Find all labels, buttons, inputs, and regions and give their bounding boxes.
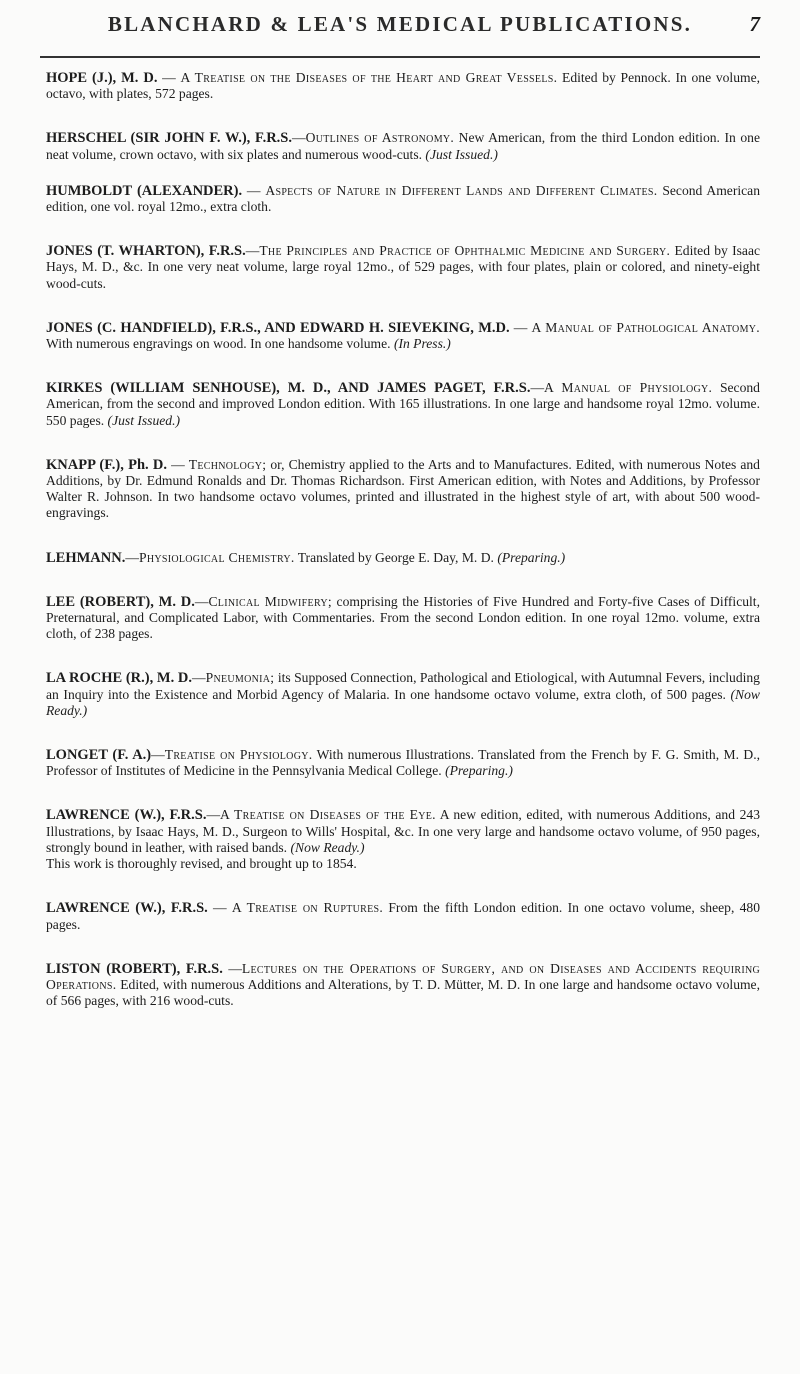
- entry-description: Edited by Pennock. In one volume, octavo, with plates, 572 pages.: [46, 70, 761, 102]
- entry-description: comprising the Histories of Five Hundred and Forty-five Cases of Difficult, Preternatural, and Complicated Labor, with Commentaries. From the second London edition. In one royal 12mo. volume, extra cloth, of 238 pages.: [46, 593, 760, 642]
- entry-description: Second American, from the second and improved London edition. With 165 illustrations. In one large and handsome royal 12mo. volume. 550 pages.: [46, 380, 760, 428]
- entry-description: With numerous engravings on wood. In one handsome volume.: [46, 336, 391, 352]
- entry-author: LAWRENCE (W.), F.R.S.: [46, 807, 207, 824]
- entry-status: (Now Ready.): [46, 686, 760, 718]
- header-rule: [40, 56, 760, 58]
- catalogue-entry-la-roche: LA ROCHE (R.), M. D.—Pneumonia; its Supposed Connection, Pathological and Etiological, with Autumnal Fevers, including an Inquiry into the Existence and Morbid Agency of Malaria. In one handsome octavo volume, extra cloth, of 500 pages. (Now Ready.): [46, 670, 760, 718]
- entry-title: Pneumonia;: [205, 670, 275, 686]
- entry-status: (Just Issued.): [425, 146, 498, 162]
- entry-description: Edited, with numerous Additions and Alterations, by T. D. Mütter, M. D. In one large and handsome octavo volume, of 566 pages, with 216 wood-cuts.: [46, 976, 760, 1009]
- entry-description: A new edition, edited, with numerous Additions, and 243 Illustrations, by Isaac Hays, M. D., Surgeon to Wills' Hospital, &c. In one very large and handsome octavo volume, of 950 pages, strongly bound in leather, with raised bands.: [46, 807, 761, 855]
- entry-description: New American, from the third London edition. In one neat volume, crown octavo, with six plates and numerous wood-cuts.: [46, 130, 760, 162]
- catalogue-entry-kirkes: KIRKES (WILLIAM SENHOUSE), M. D., AND JAMES PAGET, F.R.S.—A Manual of Physiology. Second American, from the second and improved London edition. With 165 illustrations. In one large and handsome royal 12mo. volume. 550 pages. (Just Issued.): [46, 380, 760, 428]
- entry-status: (Just Issued.): [107, 412, 181, 428]
- catalogue-entry-lawrence-ruptures: LAWRENCE (W.), F.R.S. — A Treatise on Ruptures. From the fifth London edition. In one octavo volume, sheep, 480 pages.: [46, 900, 761, 932]
- entry-description: From the fifth London edition. In one octavo volume, sheep, 480 pages.: [46, 900, 761, 932]
- entry-author: JONES (C. HANDFIELD), F.R.S., AND EDWARD H. SIEVEKING, M.D.: [46, 319, 510, 336]
- catalogue-entry-liston: LISTON (ROBERT), F.R.S. —Lectures on the Operations of Surgery, and on Diseases and Accidents requiring Operations. Edited, with numerous Additions and Alterations, by T. D. Mütter, M. D. In one large and handsome octavo volume, of 566 pages, with 216 wood-cuts.: [46, 960, 761, 1009]
- running-head: [40, 12, 760, 52]
- entry-author: LEHMANN.: [46, 549, 126, 566]
- entry-title: Lectures on the Operations of Surgery, and on Diseases and Accidents requiring Operations.: [46, 960, 761, 992]
- catalogue-entries: [46, 70, 760, 1009]
- entry-description: Translated by George E. Day, M. D.: [297, 549, 494, 565]
- entry-author: LAWRENCE (W.), F.R.S.: [46, 900, 208, 917]
- entry-description: its Supposed Connection, Pathological and Etiological, with Autumnal Fevers, including an Inquiry into the Existence and Morbid Agency of Malaria. In one handsome octavo volume, extra cloth, of 500 pages.: [46, 670, 760, 702]
- catalogue-entry-lehmann: LEHMANN.—Physiological Chemistry. Translated by George E. Day, M. D. (Preparing.): [46, 549, 566, 566]
- entry-title: A Manual of Physiology.: [544, 380, 713, 396]
- catalogue-entry-lee: LEE (ROBERT), M. D.—Clinical Midwifery; comprising the Histories of Five Hundred and Forty-five Cases of Difficult, Preternatural, and Complicated Labor, with Commentaries. From the second London edition. In one royal 12mo. volume, extra cloth, of 238 pages.: [46, 593, 760, 642]
- entry-author: KIRKES (WILLIAM SENHOUSE), M. D., AND JAMES PAGET, F.R.S.: [46, 380, 531, 397]
- entry-author: JONES (T. WHARTON), F.R.S.: [46, 243, 246, 260]
- entry-title: A Treatise on Ruptures.: [231, 900, 384, 916]
- entry-author: HUMBOLDT (ALEXANDER).: [46, 182, 243, 199]
- catalogue-entry-longet: LONGET (F. A.)—Treatise on Physiology. With numerous Illustrations. Translated from the French by F. G. Smith, M. D., Professor of Institutes of Medicine in the Pennsylvania Medical College. (Preparing.): [46, 747, 760, 779]
- entry-status: (Preparing.): [445, 763, 513, 779]
- entry-title: Outlines of Astronomy.: [305, 130, 455, 146]
- entry-title: Clinical Midwifery;: [208, 593, 332, 609]
- entry-description: With numerous Illustrations. Translated from the French by F. G. Smith, M. D., Professor of Institutes of Medicine in the Pennsylvania Medical College.: [46, 747, 760, 779]
- catalogue-entry-hope: HOPE (J.), M. D. — A Treatise on the Diseases of the Heart and Great Vessels. Edited by Pennock. In one volume, octavo, with plates, 572 pages.: [46, 70, 761, 102]
- entry-author: HOPE (J.), M. D.: [46, 70, 158, 86]
- entry-title: The Principles and Practice of Ophthalmic Medicine and Surgery.: [259, 243, 671, 259]
- entry-description: Edited by Isaac Hays, M. D., &c. In one very neat volume, large royal 12mo., of 529 pages, with four plates, plain or colored, and ninety-eight wood-cuts.: [46, 243, 761, 291]
- entry-author: LONGET (F. A.): [46, 747, 152, 764]
- catalogue-entry-knapp: KNAPP (F.), Ph. D. — Technology; or, Chemistry applied to the Arts and to Manufactures. Edited, with numerous Notes and Additions, by Dr. Edmund Ronalds and Dr. Thomas Richardson. First American edition, with Notes and Additions, by Professor Walter R. Johnson. In two handsome octavo volumes, printed and illustrated in the highest style of art, with about 500 wood-engravings.: [46, 456, 760, 521]
- entry-author: KNAPP (F.), Ph. D.: [46, 456, 168, 473]
- entry-description: or, Chemistry applied to the Arts and to Manufactures. Edited, with numerous Notes and Additions, by Dr. Edmund Ronalds and Dr. Thomas Richardson. First American edition, with Notes and Additions, by Professor Walter R. Johnson. In two handsome octavo volumes, printed and illustrated in the highest style of art, with about 500 wood-engravings.: [46, 456, 760, 521]
- entry-author: LISTON (ROBERT), F.R.S.: [46, 960, 223, 977]
- entry-author: LEE (ROBERT), M. D.: [46, 593, 195, 610]
- catalogue-entry-humboldt: HUMBOLDT (ALEXANDER). — Aspects of Nature in Different Lands and Different Climates. Second American edition, one vol. royal 12mo., extra cloth.: [46, 182, 761, 215]
- entry-note: This work is thoroughly revised, and brought up to 1854.: [46, 856, 357, 872]
- entry-title: A Manual of Pathological Anatomy.: [531, 319, 760, 335]
- entry-status: (Preparing.): [497, 549, 566, 565]
- entry-title: Technology;: [188, 456, 267, 472]
- entry-status: (In Press.): [393, 336, 451, 352]
- entry-author: HERSCHEL (SIR JOHN F. W.), F.R.S.: [46, 130, 292, 147]
- entry-status: (Now Ready.): [290, 839, 365, 855]
- catalogue-entry-herschel: HERSCHEL (SIR JOHN F. W.), F.R.S.—Outlines of Astronomy. New American, from the third London edition. In one neat volume, crown octavo, with six plates and numerous wood-cuts. (Just Issued.): [46, 130, 760, 162]
- entry-title: A Treatise on the Diseases of the Heart and Great Vessels.: [180, 70, 558, 85]
- entry-description: Second American edition, one vol. royal 12mo., extra cloth.: [46, 182, 761, 215]
- page-number: 7: [749, 12, 760, 36]
- catalogue-entry-jones-sieveking: JONES (C. HANDFIELD), F.R.S., AND EDWARD H. SIEVEKING, M.D. — A Manual of Pathological Anatomy. With numerous engravings on wood. In one handsome volume. (In Press.): [46, 319, 760, 352]
- entry-title: Aspects of Nature in Different Lands and Different Climates.: [265, 182, 658, 198]
- entry-title: A Treatise on Diseases of the Eye.: [220, 807, 436, 823]
- entry-title: Treatise on Physiology.: [164, 747, 313, 763]
- running-title: BLANCHARD & LEA'S MEDICAL PUBLICATIONS.: [107, 12, 693, 36]
- catalogue-entry-jones-wharton: JONES (T. WHARTON), F.R.S.—The Principles and Practice of Ophthalmic Medicine and Surgery. Edited by Isaac Hays, M. D., &c. In one very neat volume, large royal 12mo., of 529 pages, with four plates, plain or colored, and ninety-eight wood-cuts.: [46, 243, 761, 291]
- entry-author: LA ROCHE (R.), M. D.: [46, 670, 192, 687]
- entry-title: Physiological Chemistry.: [138, 549, 295, 565]
- catalogue-entry-lawrence-eye: LAWRENCE (W.), F.R.S.—A Treatise on Diseases of the Eye. A new edition, edited, with numerous Additions, and 243 Illustrations, by Isaac Hays, M. D., Surgeon to Wills' Hospital, &c. In one very large and handsome octavo volume, of 950 pages, strongly bound in leather, with raised bands. (Now Ready.) This work is thoroughly revised, and brought up to 1854.: [46, 807, 761, 872]
